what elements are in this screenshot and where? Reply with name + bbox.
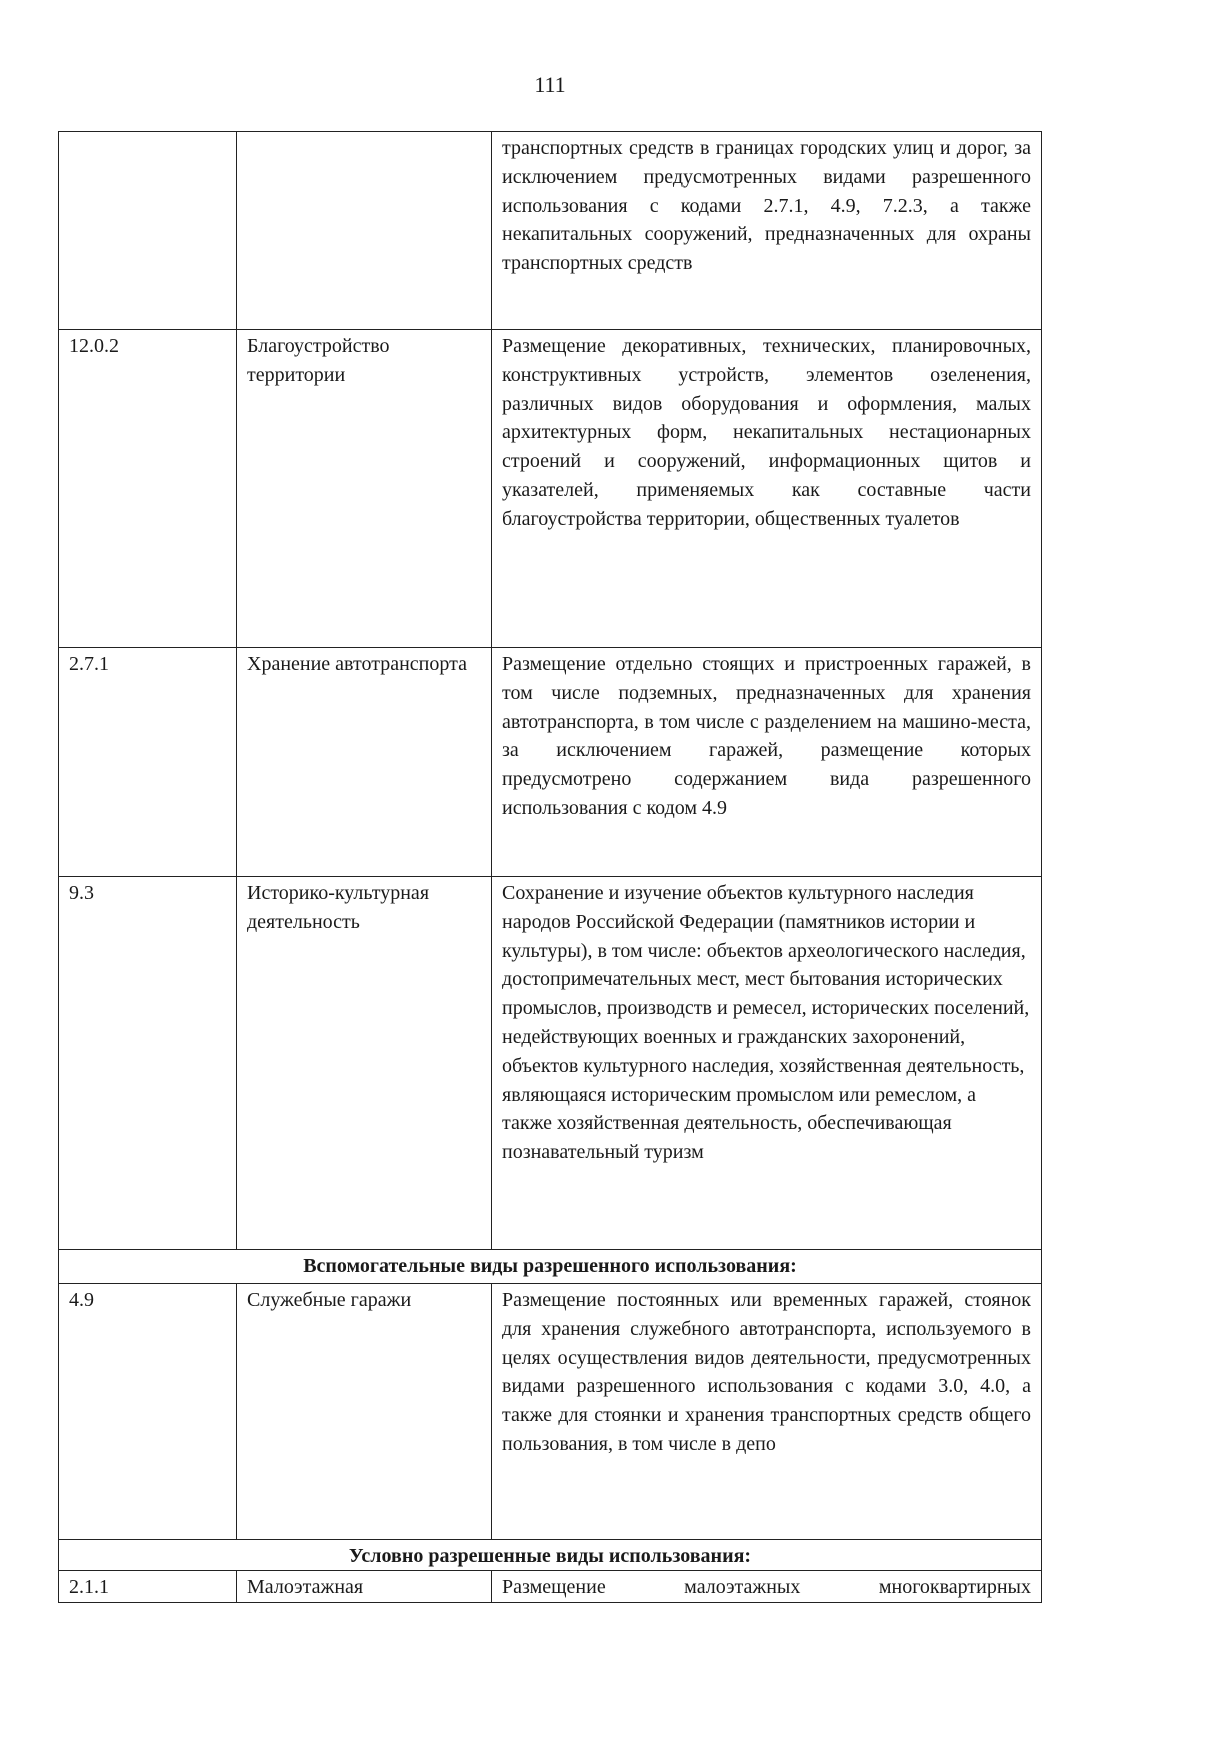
code-cell: 2.7.1	[59, 648, 237, 877]
code-cell: 12.0.2	[59, 330, 237, 648]
code-cell: 2.1.1	[59, 1571, 237, 1603]
code-cell	[59, 132, 237, 330]
name-cell: Хранение автотранспорта	[237, 648, 492, 877]
code-cell: 4.9	[59, 1284, 237, 1540]
section-header-row	[59, 1540, 1042, 1571]
section-auxiliary-heading: Вспомогательные виды разрешенного использования:	[59, 1250, 1042, 1284]
name-cell: Служебные гаражи	[237, 1284, 492, 1540]
table-row	[59, 648, 1042, 877]
table-row	[59, 1571, 1042, 1603]
name-cell: Благоустройство территории	[237, 330, 492, 648]
table-row	[59, 330, 1042, 648]
code-cell: 9.3	[59, 877, 237, 1250]
page-number: 111	[534, 72, 566, 97]
description-cell: Размещение декоративных, технических, планировочных, конструктивных устройств, элементов озеленения, различных видов оборудования и оформления, малых архитектурных форм, некапитальных нестационарных строений и сооружений, информационных щитов и указателей, применяемых как составные части благоустройства территории, общественных туалетов	[492, 330, 1042, 648]
section-header-row	[59, 1250, 1042, 1284]
table-row	[59, 132, 1042, 330]
name-cell	[237, 132, 492, 330]
description-cell: Размещение отдельно стоящих и пристроенных гаражей, в том числе подземных, предназначенных для хранения автотранспорта, в том числе с разделением на машино-места, за исключением гаражей, размещение которых предусмотрено содержанием вида разрешенного использования с кодом 4.9	[492, 648, 1042, 877]
section-conditional-heading: Условно разрешенные виды использования:	[59, 1540, 1042, 1571]
name-cell: Историко-культурная деятельность	[237, 877, 492, 1250]
description-cell: Сохранение и изучение объектов культурного наследия народов Российской Федерации (памятников истории и культуры), в том числе: объектов археологического наследия, достопримечательных мест, мест бытования исторических промыслов, производств и ремесел, исторических поселений, недействующих военных и гражданских захоронений, объектов культурного наследия, хозяйственная деятельность, являющаяся историческим промыслом или ремеслом, а также хозяйственная деятельность, обеспечивающая познавательный туризм	[492, 877, 1042, 1250]
table-row	[59, 877, 1042, 1250]
description-cell: Размещение постоянных или временных гаражей, стоянок для хранения служебного автотранспорта, используемого в целях осуществления видов деятельности, предусмотренных видами разрешенного использования с кодами 3.0, 4.0, а также для стоянки и хранения транспортных средств общего пользования, в том числе в депо	[492, 1284, 1042, 1540]
land-use-table	[58, 131, 1042, 1603]
description-cell: транспортных средств в границах городских улиц и дорог, за исключением предусмотренных видами разрешенного использования с кодами 2.7.1, 4.9, 7.2.3, а также некапитальных сооружений, предназначенных для охраны транспортных средств	[492, 132, 1042, 330]
description-cell: Размещение малоэтажных многоквартирных	[492, 1571, 1042, 1603]
table-row	[59, 1284, 1042, 1540]
name-cell: Малоэтажная	[237, 1571, 492, 1603]
